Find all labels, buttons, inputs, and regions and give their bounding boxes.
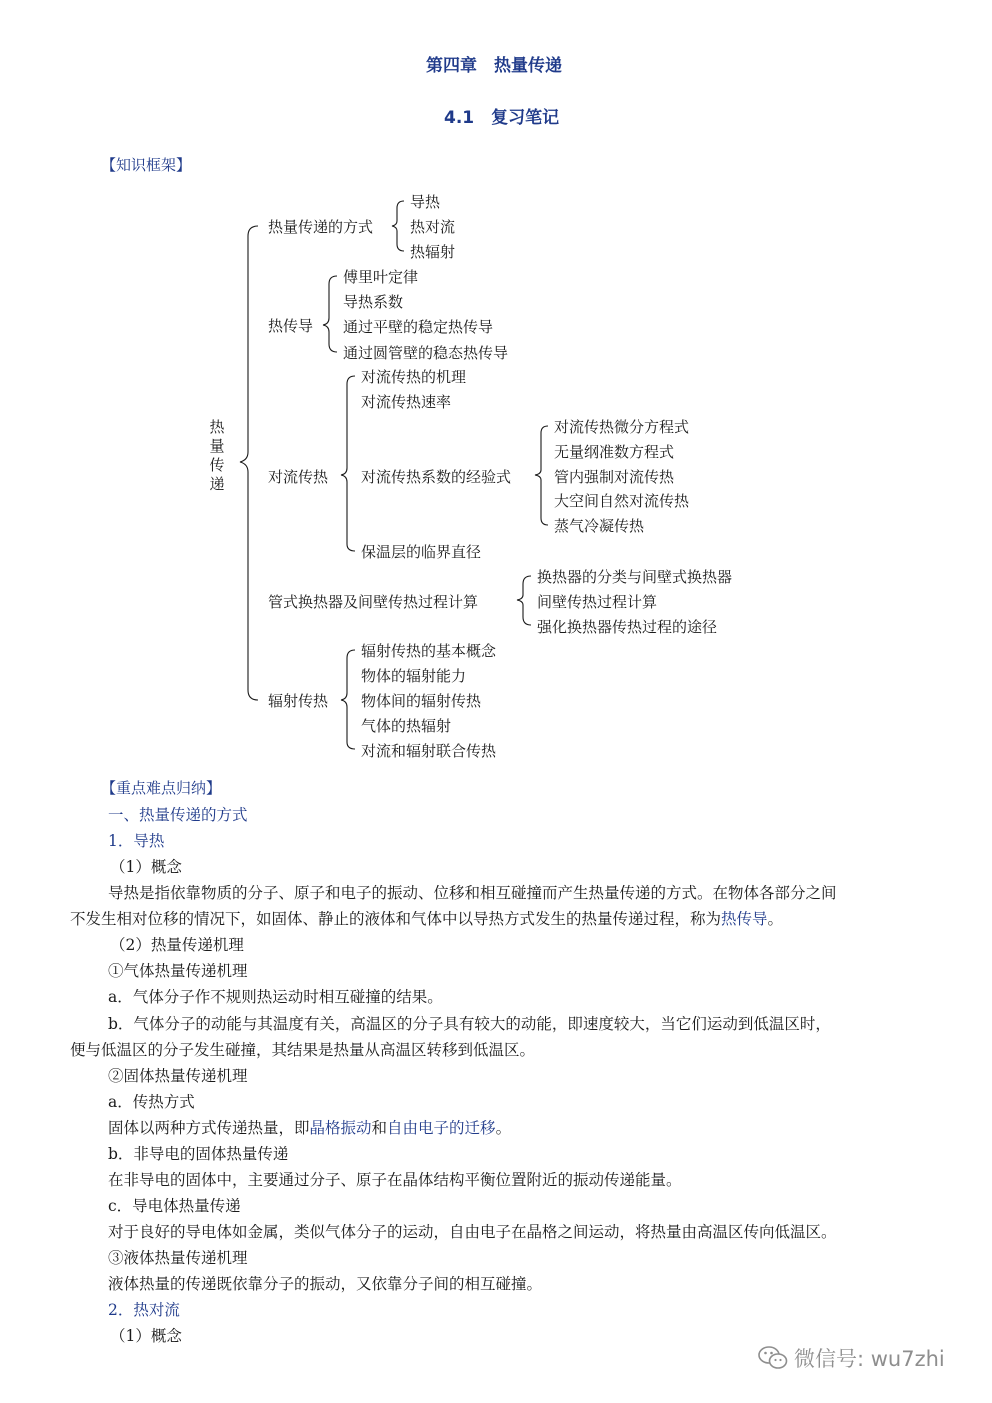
brace-b5 xyxy=(341,650,355,749)
heading-1-1: 1．导热 xyxy=(108,832,165,850)
term-lattice-vibration: 晶格振动 xyxy=(309,1119,372,1137)
brace-b2 xyxy=(323,276,337,352)
paragraph-text: 和 xyxy=(371,1119,388,1137)
tree-leaf: 辐射传热的基本概念 xyxy=(361,642,497,660)
subheading-gas: ①气体热量传递机理 xyxy=(108,962,248,980)
tree-leaf: 物体间的辐射传热 xyxy=(361,692,482,710)
tree-leaf: 对流传热的机理 xyxy=(361,368,467,386)
tree-leaf: 通过圆管壁的稳态热传导 xyxy=(343,344,509,362)
subheading-concept: （1）概念 xyxy=(110,1327,182,1345)
tree-branch-label: 热传导 xyxy=(268,317,314,335)
tree-leaf: 对流和辐射联合传热 xyxy=(361,742,497,760)
tree-leaf: 间壁传热过程计算 xyxy=(537,593,658,611)
paragraph-line xyxy=(108,1115,511,1141)
tree-leaf: 热对流 xyxy=(410,218,456,236)
tree-leaf: 蒸气冷凝传热 xyxy=(554,517,645,535)
heading-1-2: 2．热对流 xyxy=(108,1301,180,1319)
framework-header: 【知识框架】 xyxy=(101,156,192,174)
tree-leaf: 管内强制对流传热 xyxy=(554,468,675,486)
chapter-title: 第四章 热量传递 xyxy=(426,56,562,76)
tree-leaf: 保温层的临界直径 xyxy=(361,543,482,561)
tree-leaf: 强化换热器传热过程的途径 xyxy=(537,618,718,636)
section-title: 4.1 复习笔记 xyxy=(444,108,560,128)
tree-leaf: 导热 xyxy=(410,193,441,211)
tree-leaf: 对流传热微分方程式 xyxy=(554,418,690,436)
paragraph-line: 便与低温区的分子发生碰撞，其结果是热量从高温区转移到低温区。 xyxy=(70,1041,536,1059)
tree-leaf: 通过平壁的稳定热传导 xyxy=(343,318,494,336)
paragraph-line: 导热是指依靠物质的分子、原子和电子的振动、位移和相互碰撞而产生热量传递的方式。在物体各部分之间 xyxy=(108,884,837,902)
paragraph-line: c．导电体热量传递 xyxy=(108,1197,241,1215)
paragraph-line: a．气体分子作不规则热运动时相互碰撞的结果。 xyxy=(108,988,443,1006)
term-free-electron: 自由电子的迁移 xyxy=(387,1119,496,1137)
paragraph-line: a．传热方式 xyxy=(108,1093,195,1111)
punctuation: 。 xyxy=(495,1119,512,1137)
tree-leaf: 换热器的分类与间壁式换热器 xyxy=(537,568,733,586)
tree-branch-label: 对流传热 xyxy=(268,468,329,486)
tree-leaf: 无量纲准数方程式 xyxy=(554,443,675,461)
watermark-text: 微信号: wu7zhi xyxy=(794,1347,945,1371)
paragraph-line: 对于良好的导电体如金属，类似气体分子的运动，自由电子在晶格之间运动，将热量由高温区传向低温区。 xyxy=(108,1223,837,1241)
brace-b3-sub xyxy=(535,426,548,525)
subheading-liquid: ③液体热量传递机理 xyxy=(108,1249,248,1267)
subheading-solid: ②固体热量传递机理 xyxy=(108,1067,248,1085)
tree-branch-label: 辐射传热 xyxy=(268,692,329,710)
tree-leaf: 导热系数 xyxy=(343,293,404,311)
tree-branch-label: 热量传递的方式 xyxy=(268,218,374,236)
brace-b1 xyxy=(392,201,404,251)
tree-branch-label: 管式换热器及间壁传热过程计算 xyxy=(268,593,479,611)
key-points-header: 【重点难点归纳】 xyxy=(101,779,222,797)
term-heat-conduction: 热传导 xyxy=(721,910,768,928)
paragraph-text: 不发生相对位移的情况下，如固体、静止的液体和气体中以导热方式发生的热量传递过程，称为 xyxy=(70,910,722,928)
wechat-icon xyxy=(758,1345,788,1371)
paragraph-line: 在非导电的固体中，主要通过分子、原子在晶体结构平衡位置附近的振动传递能量。 xyxy=(108,1171,682,1189)
punctuation: 。 xyxy=(767,910,784,928)
tree-root: 热量传递 xyxy=(209,418,225,493)
brace-root xyxy=(240,226,258,700)
tree-leaf: 对流传热速率 xyxy=(361,393,452,411)
brace-b3 xyxy=(341,376,355,551)
paragraph-line: b．非导电的固体热量传递 xyxy=(108,1145,289,1163)
subheading-mechanism: （2）热量传递机理 xyxy=(110,936,244,954)
paragraph-line xyxy=(70,906,783,932)
tree-leaf: 热辐射 xyxy=(410,243,456,261)
heading-1: 一、热量传递的方式 xyxy=(108,806,248,824)
paragraph-line: 液体热量的传递既依靠分子的振动，又依靠分子间的相互碰撞。 xyxy=(108,1275,543,1293)
tree-leaf: 大空间自然对流传热 xyxy=(554,492,690,510)
brace-b4 xyxy=(517,576,531,625)
subheading-concept: （1）概念 xyxy=(110,858,182,876)
tree-leaf: 傅里叶定律 xyxy=(343,268,419,286)
tree-leaf: 气体的热辐射 xyxy=(361,717,452,735)
tree-leaf: 物体的辐射能力 xyxy=(361,667,467,685)
paragraph-text: 固体以两种方式传递热量，即 xyxy=(108,1119,310,1137)
paragraph-line: b．气体分子的动能与其温度有关，高温区的分子具有较大的动能，即速度较大，当它们运动到低温区时， xyxy=(108,1015,831,1033)
tree-sub-label: 对流传热系数的经验式 xyxy=(361,468,512,486)
